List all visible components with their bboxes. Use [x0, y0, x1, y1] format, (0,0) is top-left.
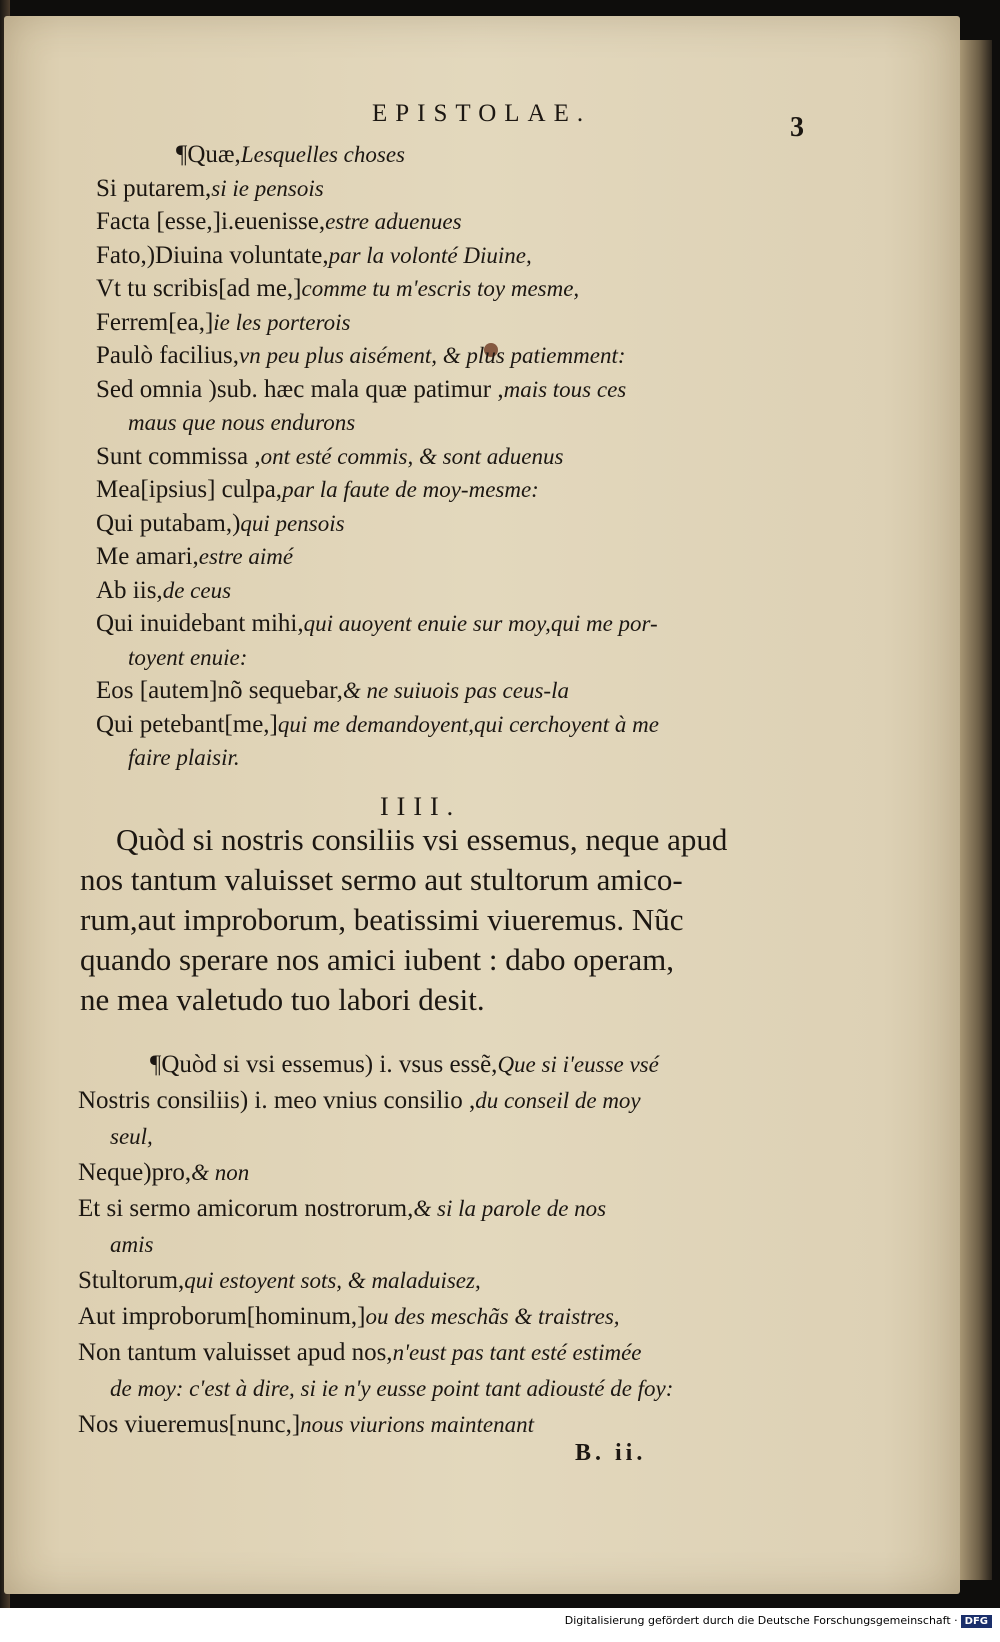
gloss-latin: ¶Quòd si vsi essemus) i. vsus essẽ,: [150, 1051, 498, 1078]
gloss-french: ie les porterois: [213, 309, 351, 335]
gloss-french: si ie pensois: [211, 175, 324, 201]
section-number: IIII.: [380, 792, 462, 821]
gloss-line: [96, 207, 462, 237]
gloss-line: [78, 1194, 606, 1224]
gloss-line: [96, 609, 658, 639]
gloss-french: de moy: c'est à dire, si ie n'y eusse point tant adiousté de foy:: [110, 1376, 674, 1401]
gloss-french: amis: [110, 1232, 154, 1257]
gloss-latin: Qui petebant[me,]: [96, 710, 278, 738]
gloss-french: qui estoyent sots, & maladuisez,: [184, 1268, 481, 1293]
gloss-line: [78, 1158, 249, 1188]
gloss-latin: Aut improborum[hominum,]: [78, 1303, 366, 1330]
gloss-french: estre aduenues: [325, 209, 462, 234]
gloss-line: [110, 1122, 153, 1152]
gloss-latin: Qui inuidebant mihi,: [96, 610, 304, 637]
gloss-french: qui me demandoyent,qui cerchoyent à me: [277, 711, 659, 737]
gloss-french: Lesquelles choses: [240, 142, 405, 167]
gloss-latin: Eos [autem]nõ sequebar,: [96, 677, 343, 704]
gloss-french: Que si i'eusse vsé: [497, 1052, 659, 1077]
gloss-line: [78, 1086, 641, 1116]
gloss-latin: Ab iis,: [96, 576, 163, 604]
digitization-credit: [565, 1614, 992, 1628]
gloss-french: nous viurions maintenant: [300, 1412, 535, 1437]
folio-number: 3: [790, 112, 804, 143]
gloss-latin: ¶Quæ,: [176, 141, 241, 168]
main-text-line: ne mea valetudo tuo labori desit.: [80, 982, 485, 1017]
gloss-french: toyent enuie:: [128, 644, 248, 670]
gloss-latin: Non tantum valuisset apud nos,: [78, 1339, 393, 1366]
gloss-latin: Vt tu scribis[ad me,]: [96, 275, 302, 302]
gloss-line: [96, 676, 569, 706]
gloss-line: [78, 1302, 620, 1332]
gloss-french: estre aimé: [198, 544, 294, 569]
dfg-logo: DFG: [961, 1615, 992, 1628]
gloss-french: & non: [191, 1160, 250, 1185]
gloss-line: [128, 643, 247, 673]
gloss-french: & ne suiuois pas ceus-la: [342, 678, 569, 703]
gloss-latin: Et si sermo amicorum nostrorum,: [78, 1195, 414, 1222]
gloss-latin: Qui putabam,): [96, 509, 241, 537]
gloss-line: [96, 442, 563, 472]
gloss-french: seul,: [110, 1124, 153, 1149]
gloss-latin: Me amari,: [96, 543, 199, 570]
main-text-line: Quòd si nostris consiliis vsi essemus, neque apud: [116, 822, 728, 857]
gloss-line: [110, 1230, 153, 1260]
gloss-french: qui auoyent enuie sur moy,qui me por-: [303, 611, 658, 636]
gloss-latin: Paulò facilius,: [96, 342, 240, 369]
gloss-line: [96, 274, 579, 304]
gloss-french: du conseil de moy: [475, 1088, 641, 1113]
gloss-latin: Fato,)Diuina voluntate,: [96, 241, 329, 269]
gloss-french: par la volonté Diuine,: [328, 242, 532, 268]
gloss-french: vn peu plus aisément, & plus patiemment:: [239, 343, 626, 368]
gloss-line: [96, 341, 626, 371]
gloss-line: [96, 308, 350, 338]
gloss-line: [78, 1266, 481, 1296]
gloss-line: [96, 475, 539, 505]
gloss-french: faire plaisir.: [128, 745, 240, 770]
gloss-french: qui pensois: [240, 510, 345, 536]
gloss-french: comme tu m'escris toy mesme,: [301, 276, 580, 301]
gloss-french: maus que nous endurons: [128, 410, 356, 435]
gloss-line: [96, 710, 659, 740]
gloss-line: [96, 375, 626, 405]
gloss-line: [96, 241, 532, 271]
page-edge-shadow: [960, 40, 992, 1580]
gloss-french: & si la parole de nos: [413, 1196, 607, 1221]
signature-mark: B. ii.: [575, 1440, 647, 1466]
gloss-line: [78, 1338, 642, 1368]
main-text-line: nos tantum valuisset sermo aut stultorum amico-: [80, 862, 683, 897]
gloss-latin: Neque)pro,: [78, 1159, 192, 1186]
gloss-latin: Stultorum,: [78, 1267, 185, 1294]
gloss-line: [96, 542, 293, 572]
main-text-line: rum,aut improborum, beatissimi viueremus. Nũc: [80, 902, 684, 937]
gloss-line: [176, 140, 405, 170]
gloss-french: ou des meschãs & traistres,: [365, 1304, 620, 1329]
gloss-french: mais tous ces: [503, 376, 627, 402]
gloss-latin: Ferrem[ea,]: [96, 308, 214, 336]
gloss-french: ont esté commis, & sont aduenus: [260, 443, 564, 469]
gloss-line: [128, 408, 355, 438]
gloss-latin: Mea[ipsius] culpa,: [96, 476, 283, 503]
gloss-latin: Si putarem,: [96, 174, 212, 202]
running-head: EPISTOLAE.: [372, 100, 592, 127]
gloss-latin: Facta [esse,]i.euenisse,: [96, 208, 326, 235]
gloss-line: [96, 576, 231, 606]
gloss-line: [96, 174, 324, 204]
gloss-line: [110, 1374, 673, 1404]
gloss-latin: Sed omnia )sub. hæc mala quæ patimur ,: [96, 375, 504, 403]
gloss-french: n'eust pas tant esté estimée: [392, 1340, 642, 1365]
gloss-french: par la faute de moy-mesme:: [282, 477, 539, 502]
credit-text: Digitalisierung gefördert durch die Deutsche Forschungsgemeinschaft ·: [564, 1614, 958, 1627]
gloss-line: [96, 509, 345, 539]
gloss-french: de ceus: [162, 577, 232, 603]
gloss-line: [150, 1050, 659, 1080]
gloss-latin: Nostris consiliis) i. meo vnius consilio ,: [78, 1087, 476, 1114]
gloss-line: [128, 743, 240, 773]
main-text-line: quando sperare nos amici iubent : dabo operam,: [80, 942, 674, 977]
gloss-line: [78, 1410, 534, 1440]
gloss-latin: Sunt commissa ,: [96, 442, 261, 470]
gloss-latin: Nos viueremus[nunc,]: [78, 1411, 301, 1438]
